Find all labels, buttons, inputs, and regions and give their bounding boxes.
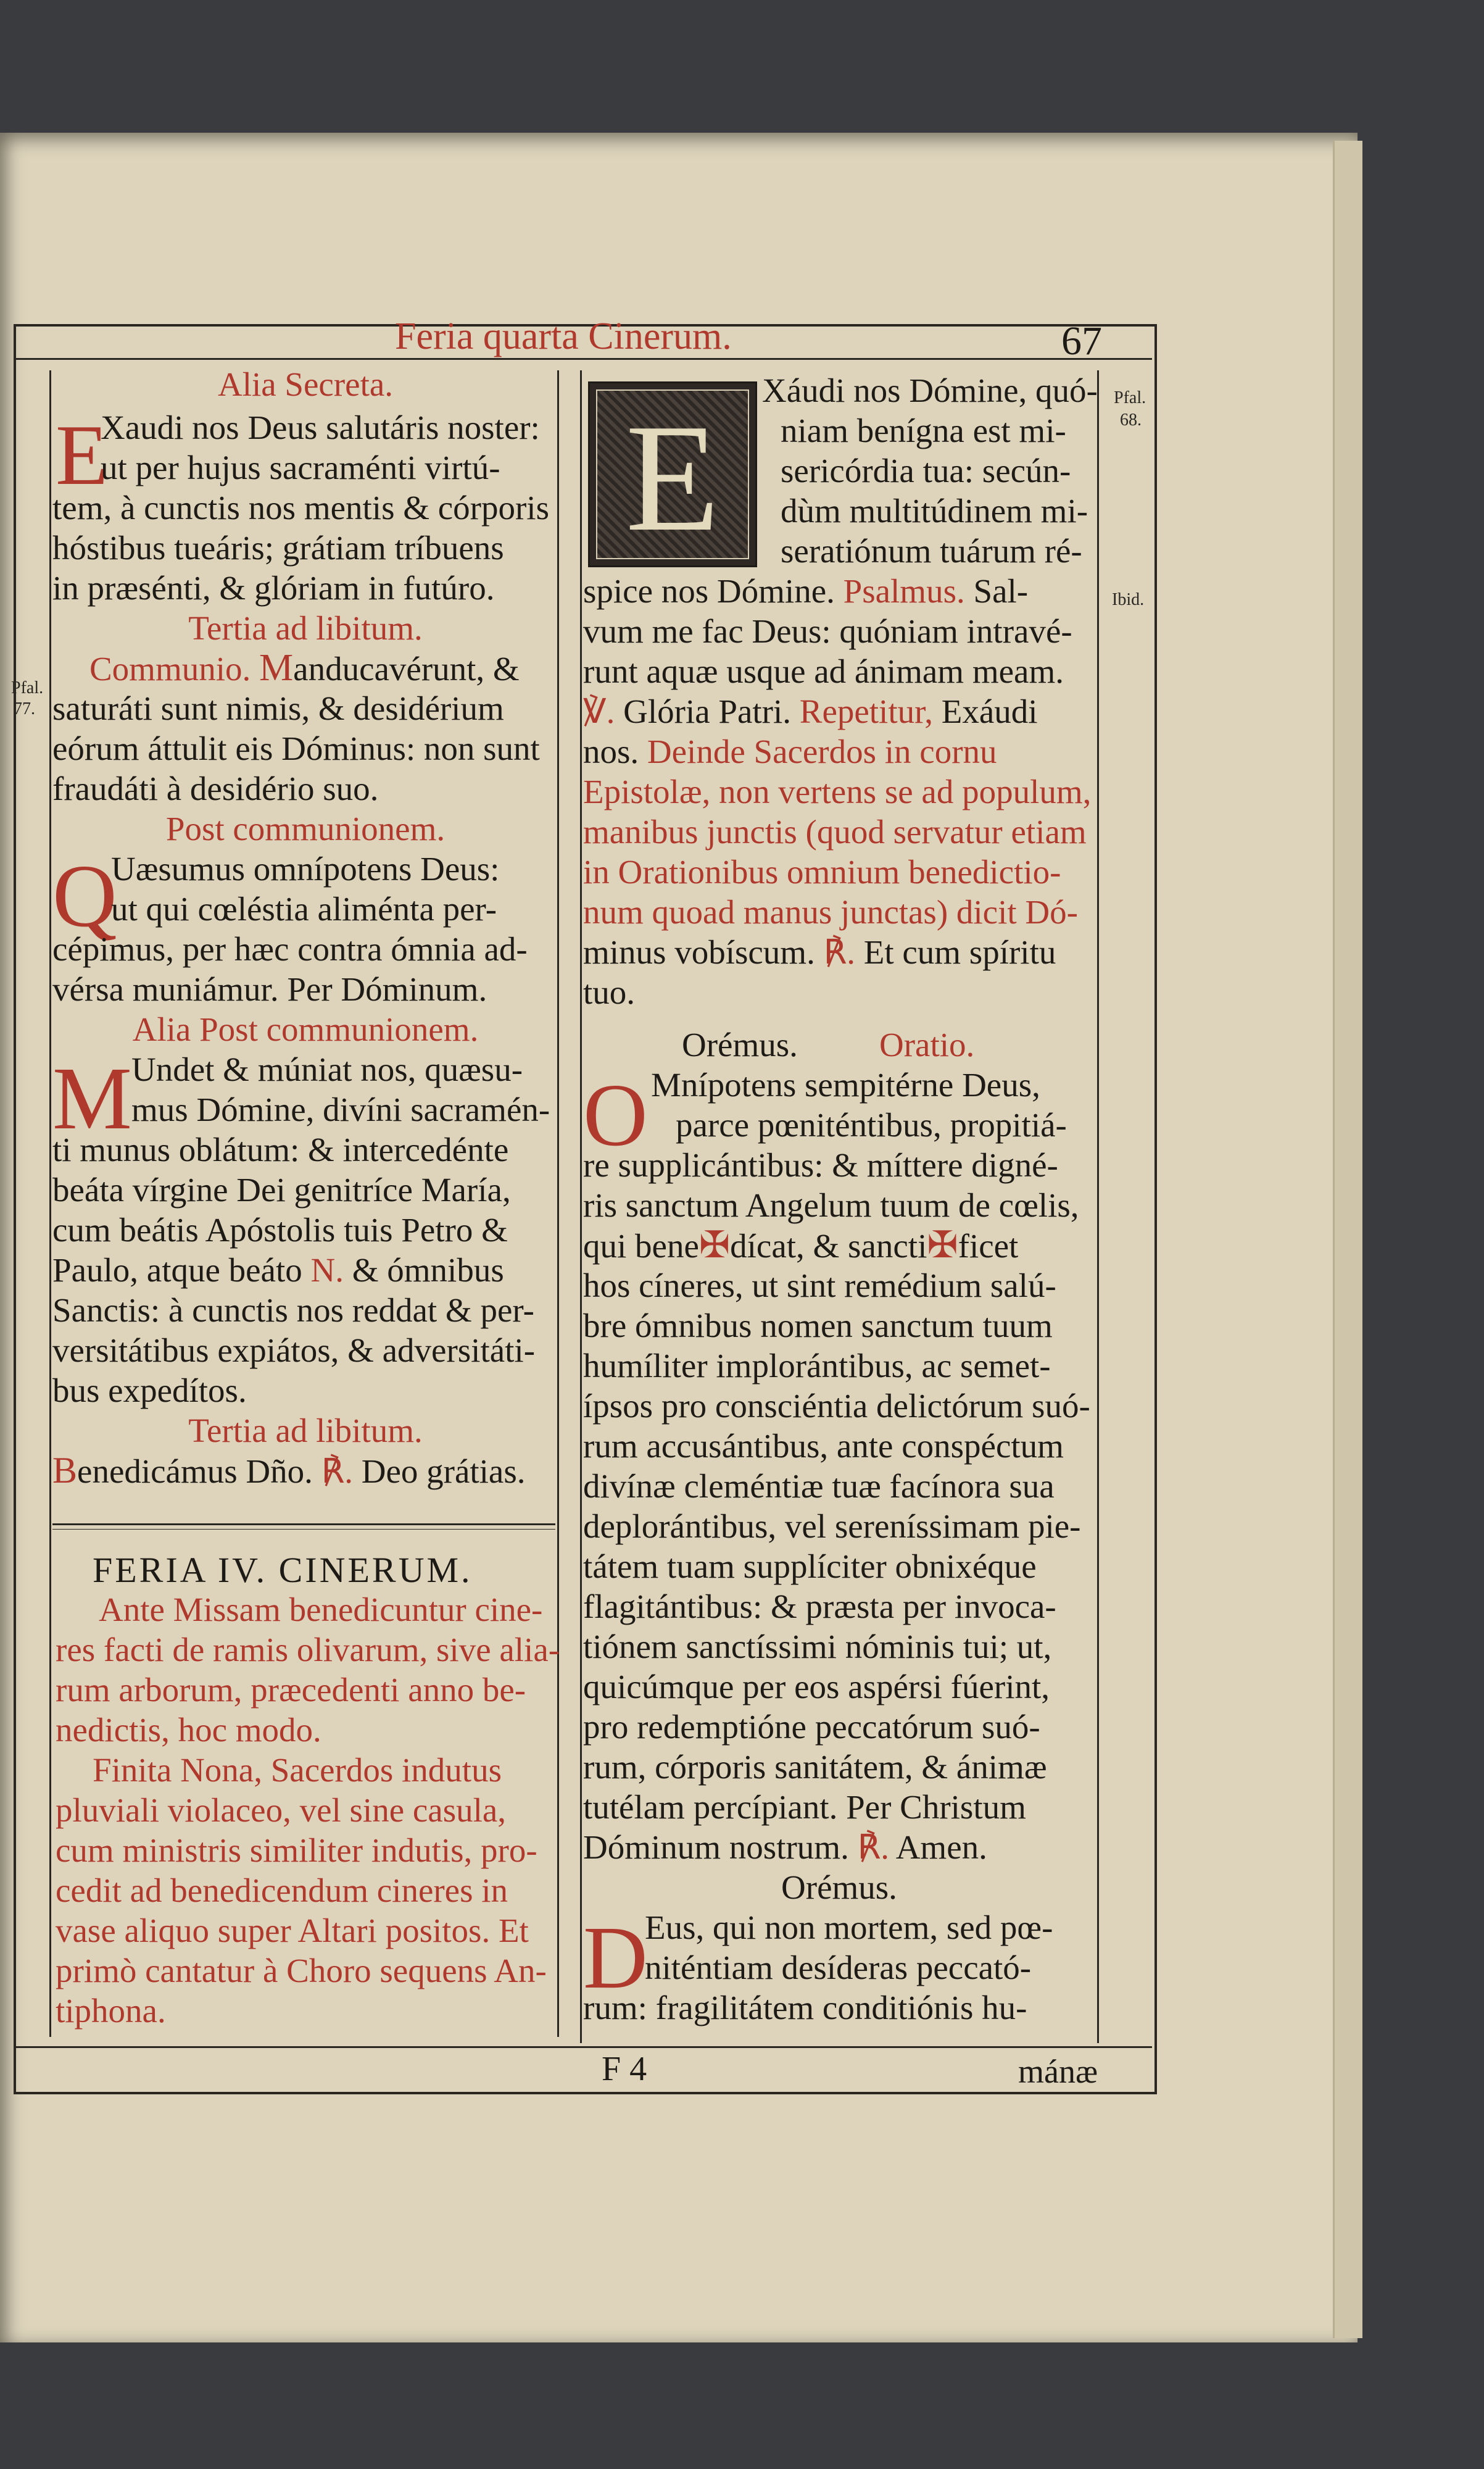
mundet-line-3: ti munus oblátum: & intercedénte xyxy=(52,1131,509,1168)
response-sign-2: ℟. xyxy=(823,933,855,971)
rubric-line-7: cum ministris similiter indutis, pro- xyxy=(56,1831,537,1869)
drop-cap-q: Q xyxy=(52,847,117,946)
oratio-line-14: flagitántibus: & præsta per invoca- xyxy=(583,1588,1056,1625)
dominus-vobiscum: minus vobíscum. xyxy=(583,933,815,971)
right-column xyxy=(583,370,1098,2037)
oratio-line-3: re supplicántibus: & míttere digné- xyxy=(583,1146,1058,1184)
drop-cap-d: D xyxy=(583,1909,648,2007)
mundet-line-1: Undet & múniat nos, quæsu- xyxy=(131,1051,523,1088)
drop-cap-e: E xyxy=(56,407,109,503)
oratio-line-20 xyxy=(583,1827,987,1867)
oratio-line-6: hos cíneres, ut sint remédium salú- xyxy=(583,1267,1056,1304)
psalmus-label: Psalmus. xyxy=(843,572,965,610)
oremus-2: Orémus. xyxy=(781,1868,897,1906)
repetitur-label: Repetitur, xyxy=(799,693,933,730)
margin-note-right-ibid: Ibid. xyxy=(1112,590,1145,609)
right-line-8: runt aquæ usque ad ánimam meam. xyxy=(583,652,1064,690)
mundet-line-8: versitátibus expiátos, & adversitáti- xyxy=(52,1331,536,1369)
dominum-nostrum: Dóminum nostrum. xyxy=(583,1828,849,1866)
right-line-16: tuo. xyxy=(583,973,636,1011)
mundet-line-7: Sanctis: à cunctis nos reddat & per- xyxy=(52,1291,534,1329)
right-line-10 xyxy=(583,731,997,772)
heading-alia-secreta: Alia Secreta. xyxy=(217,365,394,403)
oratio-line-9: ípsos pro consciéntia delictórum suó- xyxy=(583,1387,1090,1425)
signature-mark: F 4 xyxy=(602,2050,647,2088)
mundet-line-4: beáta vírgine Dei genitríce María, xyxy=(52,1171,511,1209)
benedicamus-line xyxy=(52,1451,526,1491)
drop-cap-o: O xyxy=(583,1066,648,1165)
oratio-line-8: humíliter implorántibus, ac semet- xyxy=(583,1347,1051,1384)
antiphon-line-4: dùm multitúdinem mi- xyxy=(781,492,1088,530)
oratio-line-15: tiónem sanctíssimi nóminis tui; ut, xyxy=(583,1628,1052,1665)
gloria-patri: Glória Patri. xyxy=(623,693,792,730)
margin-note-right-psal: Pfal. xyxy=(1114,388,1146,407)
right-rubric-1: Epistolæ, non vertens se ad populum, xyxy=(583,773,1092,810)
footer-rule xyxy=(14,2046,1152,2048)
dicat-text: dícat, & sancti xyxy=(730,1227,927,1265)
heading-tertia-1: Tertia ad libitum. xyxy=(188,609,423,647)
versicle-sign: ℣. xyxy=(583,693,615,730)
heading-alia-post: Alia Post communionem. xyxy=(132,1010,479,1048)
cross-icon: ✠ xyxy=(698,1225,731,1265)
post-line-1: Uæsumus omnípotens Deus: xyxy=(111,850,500,888)
secreta-line-3: tem, à cunctis nos mentis & córporis xyxy=(52,489,549,527)
response-sign: ℟. xyxy=(321,1452,353,1490)
right-rubric-3: in Orationibus omnium benedictio- xyxy=(583,853,1061,891)
communio-initial: M xyxy=(259,647,294,689)
rubric-line-9: vase aliquo super Altari positos. Et xyxy=(56,1912,529,1949)
post-line-3: cépimus, per hæc contra ómnia ad- xyxy=(52,930,528,968)
running-title: Feria quarta Cinerum. xyxy=(395,315,732,357)
section-separator-thin xyxy=(52,1529,555,1530)
response-sign-3: ℟. xyxy=(857,1828,889,1866)
oratio-heading: Oratio. xyxy=(879,1026,975,1064)
mundet-line-9: bus expedítos. xyxy=(52,1372,247,1409)
oratio-line-10: rum accusántibus, ante conspéctum xyxy=(583,1427,1064,1465)
amen-word: Amen. xyxy=(895,1828,987,1866)
mundet-line-6-end: & ómnibus xyxy=(352,1251,504,1289)
benedicamus-initial: B xyxy=(52,1450,78,1491)
rubric-line-1: Ante Missam benedicuntur cine- xyxy=(99,1591,543,1628)
woodcut-letter: E xyxy=(625,393,720,564)
bene-text: qui bene xyxy=(583,1227,699,1265)
rubric-line-3: rum arborum, præcedenti anno be- xyxy=(56,1671,526,1709)
cross-icon: ✠ xyxy=(927,1225,958,1265)
ficet-text: ficet xyxy=(958,1227,1019,1265)
right-rubric-4: num quoad manus junctas) dicit Dó- xyxy=(583,893,1078,931)
rubric-line-10: primò cantatur à Choro sequens An- xyxy=(56,1952,547,1989)
rubric-line-8: cedit ad benedicendum cineres in xyxy=(56,1872,508,1909)
oratio-line-17: pro redemptióne peccatórum suó- xyxy=(583,1708,1040,1746)
oratio-line-11: divínæ cleméntiæ tuæ facínora sua xyxy=(583,1467,1055,1505)
communio-line-3: eórum áttulit eis Dóminus: non sunt xyxy=(52,730,540,767)
communio-line-1 xyxy=(89,648,520,689)
communio-first-text: anducavérunt, & xyxy=(293,650,520,688)
post-line-2: ut qui cœléstia aliménta per- xyxy=(111,890,497,928)
rubric-line-5: Finita Nona, Sacerdos indutus xyxy=(93,1751,502,1789)
rubric-line-2: res facti de ramis olivarum, sive alia- xyxy=(56,1631,560,1668)
exaudi-word: Exáudi xyxy=(941,693,1038,730)
communio-label: Communio. xyxy=(89,650,251,688)
right-line-9 xyxy=(583,691,1038,731)
section-separator-top xyxy=(52,1523,555,1525)
antiphon-line-1: Xáudi nos Dómine, quó- xyxy=(762,372,1098,409)
rubric-line-6: pluviali violaceo, vel sine casula, xyxy=(56,1791,507,1829)
mundet-line-2: mus Dómine, divíni sacramén- xyxy=(131,1091,550,1128)
right-rubric-2: manibus junctis (quod servatur etiam xyxy=(583,813,1087,851)
oratio-line-18: rum, córporis sanitátem, & ánimæ xyxy=(583,1748,1047,1786)
mundet-line-5: cum beátis Apóstolis tuis Petro & xyxy=(52,1211,508,1249)
communio-line-4: fraudáti à desidério suo. xyxy=(52,770,379,807)
line6-text: spice nos Dómine. xyxy=(583,572,835,610)
benedicamus-text: enedicámus Dño. xyxy=(77,1452,313,1490)
oratio-line-1: Mnípotens sempitérne Deus, xyxy=(651,1066,1040,1104)
right-line-7: vum me fac Deus: quóniam intravé- xyxy=(583,612,1072,650)
et-cum-spiritu: Et cum spíritu xyxy=(863,933,1056,971)
right-line-15 xyxy=(583,932,1056,972)
section-title-feria-iv: FERIA IV. CINERUM. xyxy=(93,1550,473,1590)
right-line-6 xyxy=(583,571,1028,611)
page-edge xyxy=(1333,141,1362,2338)
secreta-line-5: in præsénti, & glóriam in futúro. xyxy=(52,569,495,607)
rubric-line-11: tiphona. xyxy=(56,1992,166,2030)
oratio-line-13: tátem tuam supplíciter obnixéque xyxy=(583,1547,1037,1585)
heading-post-communionem: Post communionem. xyxy=(165,810,446,847)
oratio-line-4: ris sanctum Angelum tuum de cœlis, xyxy=(583,1186,1079,1224)
oratio-line-7: bre ómnibus nomen sanctum tuum xyxy=(583,1307,1053,1344)
page-number: 67 xyxy=(1061,319,1102,364)
oratio-line-5 xyxy=(583,1225,1018,1266)
oratio-line-19: tutélam percípiant. Per Christum xyxy=(583,1788,1026,1826)
antiphon-line-5: seratiónum tuárum ré- xyxy=(781,532,1082,570)
nos-word: nos. xyxy=(583,733,639,770)
deus-line-1: Eus, qui non mortem, sed pœ- xyxy=(645,1909,1053,1946)
drop-cap-m: M xyxy=(52,1049,132,1148)
deus-line-2: niténtiam desíderas peccató- xyxy=(645,1949,1032,1986)
margin-note-left-num: 77. xyxy=(14,699,35,718)
deus-line-3: rum: fragilitátem conditiónis hu- xyxy=(583,1989,1027,2026)
oremus-1: Orémus. xyxy=(682,1026,798,1064)
mundet-line-6 xyxy=(52,1250,504,1290)
deinde-rubric: Deinde Sacerdos in cornu xyxy=(647,733,997,770)
secreta-line-2: ut per hujus sacraménti virtú- xyxy=(101,449,500,486)
mundet-line-6-text: Paulo, atque beáto xyxy=(52,1251,302,1289)
oratio-line-12: deplorántibus, vel sereníssimam pie- xyxy=(583,1507,1081,1545)
name-placeholder-n: N. xyxy=(310,1251,344,1289)
oratio-line-16: quicúmque per eos aspérsi fúerint, xyxy=(583,1668,1050,1705)
secreta-line-4: hóstibus tueáris; grátiam tríbuens xyxy=(52,529,504,567)
line6-end: Sal- xyxy=(973,572,1029,610)
antiphon-line-3: sericórdia tua: secún- xyxy=(781,452,1071,489)
oratio-line-2: parce pœniténtibus, propitiá- xyxy=(676,1106,1067,1144)
post-line-4: vérsa muniámur. Per Dóminum. xyxy=(52,970,487,1008)
margin-note-left-psal: Pfal. xyxy=(11,678,44,697)
antiphon-line-2: niam benígna est mi- xyxy=(781,412,1066,449)
heading-tertia-2: Tertia ad libitum. xyxy=(188,1412,423,1449)
margin-note-right-num: 68. xyxy=(1120,410,1142,430)
rubric-line-4: nedictis, hoc modo. xyxy=(56,1711,321,1749)
deo-gratias: Deo grátias. xyxy=(361,1452,526,1490)
secreta-line-1: Xaudi nos Deus salutáris noster: xyxy=(101,409,540,446)
communio-line-2: saturáti sunt nimis, & desidérium xyxy=(52,689,504,727)
catchword: mánæ xyxy=(1018,2053,1098,2090)
